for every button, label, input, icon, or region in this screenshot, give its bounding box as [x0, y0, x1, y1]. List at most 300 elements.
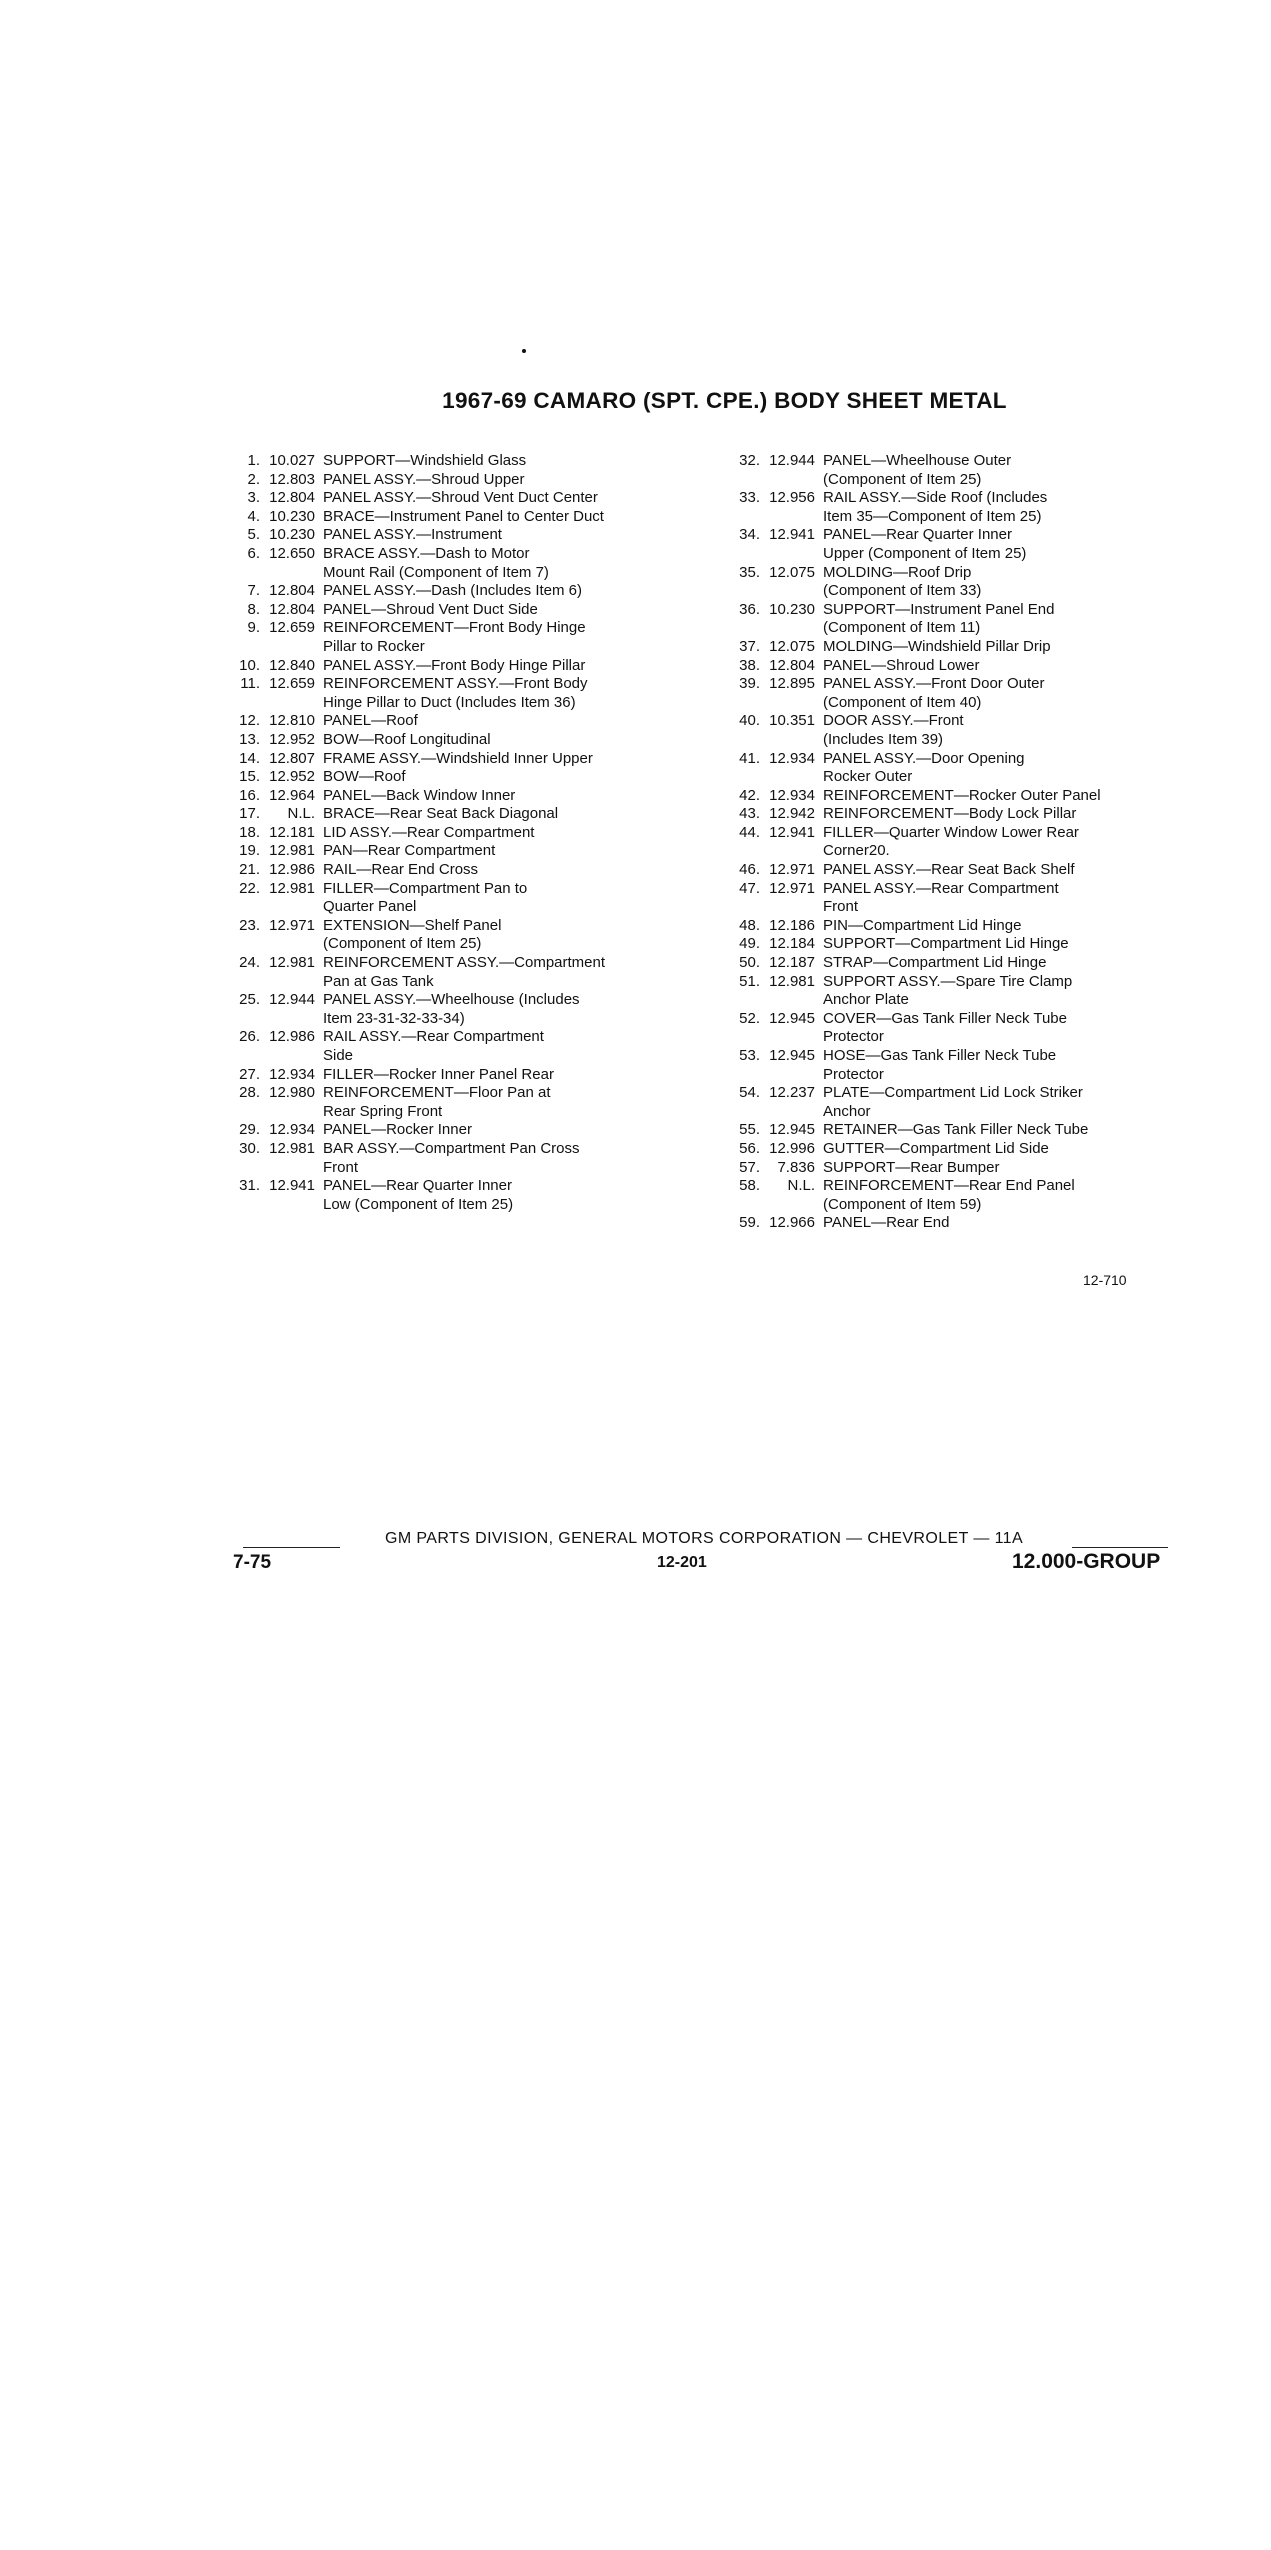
item-group-code: 12.941 — [769, 823, 815, 841]
item-description: BRACE—Instrument Panel to Center Duct — [323, 507, 604, 525]
parts-list-row — [222, 1140, 672, 1159]
item-description: Item 23-31-32-33-34) — [323, 1009, 465, 1027]
item-description: MOLDING—Roof Drip — [823, 563, 972, 581]
item-number — [722, 1028, 760, 1047]
item-group-code: 12.803 — [269, 470, 315, 488]
item-description: PANEL—Shroud Vent Duct Side — [323, 600, 538, 618]
parts-list-row — [222, 824, 672, 843]
parts-list-row — [222, 1028, 672, 1047]
item-group-code: 12.981 — [769, 972, 815, 990]
item-description: GUTTER—Compartment Lid Side — [823, 1139, 1049, 1157]
parts-list-row — [222, 1084, 672, 1103]
item-number — [722, 694, 760, 713]
parts-list-row — [222, 1066, 672, 1085]
item-group-code: 7.836 — [777, 1158, 815, 1176]
parts-list-row — [222, 917, 672, 936]
item-number: 15. — [239, 768, 260, 786]
item-description: Protector — [823, 1065, 884, 1083]
item-group-code: 12.981 — [269, 842, 315, 860]
parts-list-row — [222, 545, 672, 564]
item-number: 46. — [739, 861, 760, 879]
footer-publisher: GM PARTS DIVISION, GENERAL MOTORS CORPORATION — CHEVROLET — 11A — [385, 1530, 1024, 1547]
parts-list-row — [222, 508, 672, 527]
item-number — [222, 1159, 260, 1178]
item-number — [222, 898, 260, 917]
parts-list-row — [222, 954, 672, 973]
parts-list-row — [722, 973, 1162, 992]
item-number — [722, 508, 760, 527]
item-description: Quarter Panel — [323, 898, 417, 916]
item-description: (Component of Item 59) — [823, 1195, 982, 1213]
parts-list-left — [222, 452, 672, 1214]
parts-list-row — [722, 768, 1162, 787]
item-number — [222, 638, 260, 657]
item-group-code — [760, 619, 823, 638]
item-number — [722, 1196, 760, 1215]
stray-mark — [522, 349, 526, 353]
parts-list-row — [222, 991, 672, 1010]
item-group-code: 12.981 — [269, 1139, 315, 1157]
item-number — [222, 564, 260, 583]
parts-list-row — [222, 750, 672, 769]
item-number: 58. — [739, 1177, 760, 1195]
parts-list-row — [722, 694, 1162, 713]
parts-list-row — [722, 489, 1162, 508]
item-number: 14. — [239, 749, 260, 767]
item-number — [222, 1196, 260, 1215]
item-description: SUPPORT ASSY.—Spare Tire Clamp — [823, 972, 1073, 990]
item-description: REINFORCEMENT—Floor Pan at — [323, 1084, 551, 1102]
parts-list-row — [722, 954, 1162, 973]
parts-list-row — [722, 1028, 1162, 1047]
item-description: PIN—Compartment Lid Hinge — [823, 916, 1022, 934]
item-description: (Component of Item 25) — [323, 935, 482, 953]
item-number: 1. — [247, 452, 260, 469]
item-number: 59. — [739, 1214, 760, 1232]
parts-list-row — [222, 564, 672, 583]
item-group-code: 12.895 — [769, 675, 815, 693]
parts-list-row — [222, 471, 672, 490]
item-description: PANEL ASSY.—Front Body Hinge Pillar — [323, 656, 586, 674]
item-group-code: 12.659 — [269, 675, 315, 693]
parts-list-row — [722, 619, 1162, 638]
item-number — [722, 898, 760, 917]
item-number: 5. — [247, 526, 260, 544]
parts-list-row — [722, 564, 1162, 583]
parts-list-row — [222, 973, 672, 992]
item-description: (Component of Item 40) — [823, 693, 982, 711]
item-number: 53. — [739, 1047, 760, 1064]
item-number: 3. — [247, 489, 260, 507]
parts-list-right — [722, 452, 1162, 1233]
item-group-code: 12.945 — [769, 1121, 815, 1139]
item-number — [222, 694, 260, 713]
item-group-code: 12.804 — [269, 582, 315, 600]
parts-list-row — [222, 842, 672, 861]
parts-list-row — [222, 489, 672, 508]
parts-list-row — [722, 731, 1162, 750]
item-group-code — [760, 1028, 823, 1047]
item-number: 18. — [239, 823, 260, 841]
item-number — [722, 768, 760, 787]
item-group-code: 10.027 — [269, 452, 315, 469]
parts-list-row — [722, 880, 1162, 899]
parts-list-row — [722, 824, 1162, 843]
item-number — [222, 935, 260, 954]
item-group-code: 12.966 — [769, 1214, 815, 1232]
item-group-code: 12.986 — [269, 1028, 315, 1046]
item-description: PANEL—Shroud Lower — [823, 656, 980, 674]
item-number — [222, 1010, 260, 1029]
page-title: 1967-69 CAMARO (SPT. CPE.) BODY SHEET METAL — [442, 388, 1007, 413]
parts-list-row — [222, 601, 672, 620]
item-number: 50. — [739, 954, 760, 972]
item-description: Pan at Gas Tank — [323, 972, 434, 990]
item-description: PANEL ASSY.—Shroud Upper — [323, 470, 525, 488]
parts-list-row — [722, 1196, 1162, 1215]
item-group-code: 12.952 — [269, 768, 315, 786]
item-description: Low (Component of Item 25) — [323, 1195, 514, 1213]
item-group-code: 12.945 — [769, 1047, 815, 1064]
item-group-code: 12.945 — [769, 1009, 815, 1027]
item-number: 11. — [240, 675, 260, 693]
parts-list-row — [222, 694, 672, 713]
item-group-code — [760, 545, 823, 564]
item-group-code — [260, 1010, 323, 1029]
item-description: BRACE ASSY.—Dash to Motor — [323, 544, 530, 562]
item-group-code: 12.804 — [769, 656, 815, 674]
item-number: 26. — [239, 1028, 260, 1046]
item-description: Anchor Plate — [823, 991, 909, 1009]
item-number: 9. — [247, 619, 260, 637]
parts-list-row — [222, 805, 672, 824]
item-description: RAIL ASSY.—Rear Compartment — [323, 1028, 544, 1046]
parts-list-row — [722, 1047, 1162, 1066]
parts-list-row — [222, 787, 672, 806]
item-description: PANEL ASSY.—Door Opening — [823, 749, 1025, 767]
item-group-code: 12.934 — [269, 1121, 315, 1139]
item-group-code: 12.804 — [269, 489, 315, 507]
parts-list-row — [722, 452, 1162, 471]
parts-list-row — [722, 787, 1162, 806]
item-number: 39. — [739, 675, 760, 693]
item-description: SUPPORT—Compartment Lid Hinge — [823, 935, 1069, 953]
parts-list-row — [222, 1010, 672, 1029]
parts-list-row — [222, 898, 672, 917]
parts-list-row — [222, 452, 672, 471]
item-description: PANEL ASSY.—Shroud Vent Duct Center — [323, 489, 598, 507]
parts-list-row — [222, 1047, 672, 1066]
item-number — [722, 619, 760, 638]
item-description: Rear Spring Front — [323, 1102, 443, 1120]
item-description: Anchor — [823, 1102, 871, 1120]
footer-group: 12.000-GROUP — [1012, 1550, 1161, 1573]
item-number — [722, 842, 760, 861]
footer-date: 7-75 — [233, 1552, 272, 1573]
item-number — [722, 731, 760, 750]
item-description: EXTENSION—Shelf Panel — [323, 916, 502, 934]
item-description: Front — [323, 1158, 359, 1176]
item-group-code: 12.934 — [269, 1065, 315, 1083]
parts-list-row — [722, 842, 1162, 861]
parts-list-row — [722, 917, 1162, 936]
item-number: 41. — [739, 749, 760, 767]
parts-list-row — [722, 1121, 1162, 1140]
item-description: PANEL—Rear End — [823, 1214, 950, 1232]
item-number: 38. — [739, 656, 760, 674]
item-number: 19. — [239, 842, 260, 860]
item-group-code: 12.986 — [269, 861, 315, 879]
item-group-code: 12.941 — [269, 1177, 315, 1195]
item-group-code — [760, 694, 823, 713]
item-group-code: 12.650 — [269, 544, 315, 562]
item-group-code: 12.840 — [269, 656, 315, 674]
item-number — [222, 1103, 260, 1122]
item-group-code: 12.981 — [269, 879, 315, 897]
parts-list-row — [722, 508, 1162, 527]
item-description: PANEL ASSY.—Front Door Outer — [823, 675, 1045, 693]
item-group-code — [260, 898, 323, 917]
item-number: 44. — [739, 823, 760, 841]
item-number — [722, 471, 760, 490]
parts-list-row — [722, 712, 1162, 731]
parts-list-row — [222, 712, 672, 731]
parts-list-row — [222, 731, 672, 750]
illustration-reference: 12-710 — [1083, 1272, 1127, 1288]
item-number: 49. — [739, 935, 760, 953]
parts-list-row — [222, 582, 672, 601]
item-description: PANEL—Rocker Inner — [323, 1121, 472, 1139]
item-number: 6. — [247, 544, 260, 562]
item-group-code — [260, 1196, 323, 1215]
item-number: 29. — [239, 1121, 260, 1139]
parts-list-row — [722, 582, 1162, 601]
item-group-code: 12.807 — [269, 749, 315, 767]
item-number — [722, 1066, 760, 1085]
item-description: FILLER—Rocker Inner Panel Rear — [323, 1065, 554, 1083]
parts-list-row — [722, 991, 1162, 1010]
item-number: 35. — [739, 563, 760, 581]
item-number: 16. — [239, 786, 260, 804]
item-description: (Component of Item 33) — [823, 582, 982, 600]
item-description: REINFORCEMENT ASSY.—Compartment — [323, 954, 606, 972]
item-number — [722, 1103, 760, 1122]
item-description: Corner20. — [823, 842, 890, 860]
item-description: RAIL ASSY.—Side Roof (Includes — [823, 489, 1048, 507]
item-description: REINFORCEMENT—Rocker Outer Panel — [823, 786, 1101, 804]
item-description: PANEL ASSY.—Wheelhouse (Includes — [323, 991, 580, 1009]
item-number: 54. — [739, 1084, 760, 1102]
item-description: PANEL—Rear Quarter Inner — [823, 526, 1012, 544]
parts-list-row — [722, 861, 1162, 880]
parts-list-row — [222, 1159, 672, 1178]
parts-list-row — [722, 526, 1162, 545]
parts-list-row — [722, 898, 1162, 917]
parts-list-row — [722, 1177, 1162, 1196]
item-group-code: N.L. — [287, 805, 315, 823]
parts-list-row — [722, 1084, 1162, 1103]
item-description: Front — [823, 898, 859, 916]
item-group-code — [760, 1103, 823, 1122]
item-number: 55. — [739, 1121, 760, 1139]
item-group-code: 12.941 — [769, 526, 815, 544]
item-number: 4. — [247, 507, 260, 525]
parts-list-row — [222, 880, 672, 899]
item-group-code: 12.804 — [269, 600, 315, 618]
item-description: FILLER—Compartment Pan to — [323, 879, 528, 897]
item-number: 27. — [239, 1065, 260, 1083]
item-group-code — [760, 1066, 823, 1085]
item-group-code — [260, 694, 323, 713]
parts-list-row — [722, 675, 1162, 694]
item-group-code: 12.971 — [269, 916, 315, 934]
item-group-code — [260, 935, 323, 954]
item-description: SUPPORT—Rear Bumper — [823, 1158, 1000, 1176]
item-number: 23. — [239, 916, 260, 934]
item-description: REINFORCEMENT—Body Lock Pillar — [823, 805, 1077, 823]
item-number: 56. — [739, 1139, 760, 1157]
item-description: REINFORCEMENT ASSY.—Front Body — [323, 675, 588, 693]
item-number: 37. — [739, 637, 760, 655]
item-description: PANEL ASSY.—Instrument — [323, 526, 502, 544]
item-description: PANEL ASSY.—Rear Seat Back Shelf — [823, 861, 1075, 879]
parts-list-row — [222, 526, 672, 545]
parts-list-row — [722, 1214, 1162, 1233]
item-description: SUPPORT—Instrument Panel End — [823, 600, 1055, 618]
item-group-code — [760, 582, 823, 601]
item-description: BRACE—Rear Seat Back Diagonal — [323, 805, 559, 823]
item-group-code: 12.981 — [269, 954, 315, 972]
item-description: REINFORCEMENT—Rear End Panel — [823, 1177, 1075, 1195]
item-description: Upper (Component of Item 25) — [823, 544, 1027, 562]
item-description: LID ASSY.—Rear Compartment — [323, 823, 535, 841]
item-description: RAIL—Rear End Cross — [323, 861, 479, 879]
item-description: RETAINER—Gas Tank Filler Neck Tube — [823, 1121, 1089, 1139]
item-description: FRAME ASSY.—Windshield Inner Upper — [323, 749, 593, 767]
parts-list-row — [222, 1196, 672, 1215]
item-group-code — [260, 638, 323, 657]
item-group-code: 12.944 — [769, 452, 815, 469]
item-group-code: 12.944 — [269, 991, 315, 1009]
item-number: 33. — [739, 489, 760, 507]
item-number: 40. — [739, 712, 760, 730]
item-group-code — [260, 1159, 323, 1178]
item-description: Rocker Outer — [823, 768, 913, 786]
item-description: PLATE—Compartment Lid Lock Striker — [823, 1084, 1083, 1102]
item-number: 17. — [239, 805, 260, 823]
item-number: 51. — [739, 972, 760, 990]
item-number — [722, 582, 760, 601]
item-number: 2. — [247, 470, 260, 488]
item-group-code: 12.186 — [769, 916, 815, 934]
item-group-code: 12.934 — [769, 786, 815, 804]
parts-list-row — [222, 657, 672, 676]
item-description: PANEL—Roof — [323, 712, 418, 730]
item-number: 13. — [239, 730, 260, 748]
parts-list-row — [222, 935, 672, 954]
item-description: MOLDING—Windshield Pillar Drip — [823, 637, 1051, 655]
item-group-code — [760, 1196, 823, 1215]
item-number — [222, 1047, 260, 1066]
parts-list-row — [722, 601, 1162, 620]
item-number — [222, 973, 260, 992]
item-number — [722, 991, 760, 1010]
parts-list-row — [722, 805, 1162, 824]
item-number: 10. — [239, 656, 260, 674]
item-group-code: 12.934 — [769, 749, 815, 767]
item-description: Mount Rail (Component of Item 7) — [323, 563, 549, 581]
item-group-code — [760, 842, 823, 861]
item-number: 25. — [239, 991, 260, 1009]
item-description: PAN—Rear Compartment — [323, 842, 496, 860]
item-group-code — [760, 471, 823, 490]
item-group-code: 12.980 — [269, 1084, 315, 1102]
item-group-code: 10.230 — [269, 507, 315, 525]
item-number: 24. — [239, 954, 260, 972]
parts-list-row — [222, 638, 672, 657]
item-group-code — [760, 731, 823, 750]
item-group-code: 12.184 — [769, 935, 815, 953]
item-description: Protector — [823, 1028, 884, 1046]
parts-list-row — [722, 638, 1162, 657]
item-group-code: 12.237 — [769, 1084, 815, 1102]
item-group-code: 12.956 — [769, 489, 815, 507]
item-group-code: 12.187 — [769, 954, 815, 972]
item-number: 57. — [739, 1158, 760, 1176]
item-description: BOW—Roof Longitudinal — [323, 730, 491, 748]
item-number: 22. — [239, 879, 260, 897]
item-description: Item 35—Component of Item 25) — [823, 507, 1042, 525]
parts-list-row — [222, 1103, 672, 1122]
item-group-code: 12.971 — [769, 879, 815, 897]
item-group-code — [260, 1103, 323, 1122]
item-description: PANEL—Back Window Inner — [323, 786, 516, 804]
parts-list-row — [222, 768, 672, 787]
item-group-code: 12.075 — [769, 637, 815, 655]
footer-page-number: 12-201 — [657, 1554, 707, 1571]
item-number: 21. — [239, 861, 260, 879]
item-group-code — [260, 564, 323, 583]
item-description: BAR ASSY.—Compartment Pan Cross — [323, 1139, 580, 1157]
parts-list-row — [722, 471, 1162, 490]
item-description: PANEL ASSY.—Dash (Includes Item 6) — [323, 582, 583, 600]
item-description: REINFORCEMENT—Front Body Hinge — [323, 619, 586, 637]
item-group-code: 10.230 — [769, 600, 815, 618]
item-description: SUPPORT—Windshield Glass — [323, 452, 527, 469]
item-group-code — [760, 991, 823, 1010]
item-group-code: 12.964 — [269, 786, 315, 804]
item-description: COVER—Gas Tank Filler Neck Tube — [823, 1009, 1067, 1027]
item-number: 30. — [239, 1139, 260, 1157]
item-group-code: 12.181 — [269, 823, 315, 841]
item-group-code: 12.659 — [269, 619, 315, 637]
item-group-code — [260, 1047, 323, 1066]
item-number: 7. — [247, 582, 260, 600]
item-description: DOOR ASSY.—Front — [823, 712, 964, 730]
parts-list-row — [222, 1177, 672, 1196]
footer-rule-left — [243, 1547, 340, 1548]
item-number: 36. — [739, 600, 760, 618]
item-description: PANEL—Wheelhouse Outer — [823, 452, 1012, 469]
item-description: STRAP—Compartment Lid Hinge — [823, 954, 1047, 972]
item-description: HOSE—Gas Tank Filler Neck Tube — [823, 1047, 1057, 1064]
item-description: FILLER—Quarter Window Lower Rear — [823, 823, 1079, 841]
item-description: (Component of Item 25) — [823, 470, 982, 488]
item-group-code — [760, 508, 823, 527]
item-group-code: 12.810 — [269, 712, 315, 730]
item-description: BOW—Roof — [323, 768, 406, 786]
item-description: Hinge Pillar to Duct (Includes Item 36) — [323, 693, 576, 711]
